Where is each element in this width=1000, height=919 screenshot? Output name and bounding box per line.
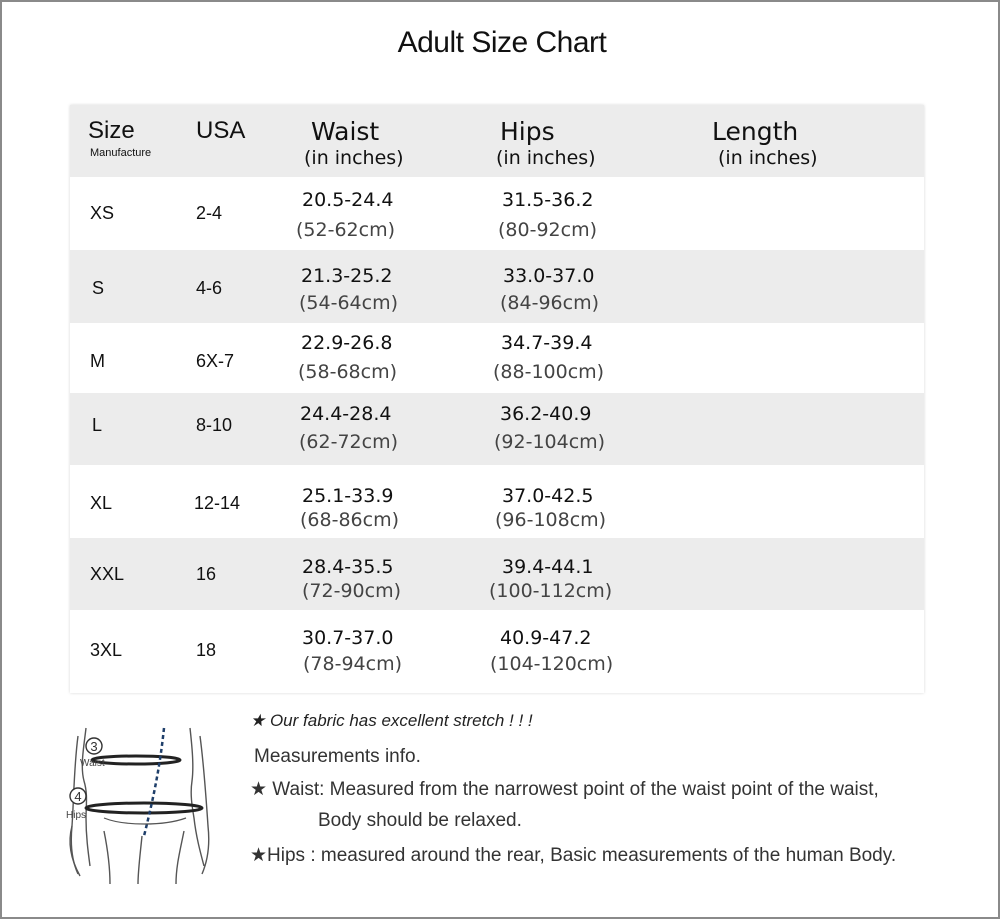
note-measurements-info: Measurements info. — [254, 746, 421, 767]
header-length: Length — [712, 117, 799, 146]
row-hips-cm: (104-120cm) — [490, 653, 614, 675]
table-row — [70, 323, 924, 393]
header-hips-unit: (in inches) — [496, 147, 596, 169]
table-header — [70, 105, 924, 177]
row-waist-cm: (68-86cm) — [300, 509, 399, 531]
row-hips-in: 34.7-39.4 — [501, 332, 593, 354]
row-hips-in: 33.0-37.0 — [503, 265, 595, 287]
note-hips: ★Hips : measured around the rear, Basic measurements of the human Body. — [250, 845, 897, 866]
row-waist-cm: (58-68cm) — [298, 361, 397, 383]
row-waist-in: 28.4-35.5 — [302, 556, 394, 578]
row-size: M — [90, 351, 105, 371]
hips-number: 4 — [74, 789, 82, 804]
measurement-body-illustration — [64, 726, 224, 886]
row-hips-in: 36.2-40.9 — [500, 403, 592, 425]
header-length-unit: (in inches) — [718, 147, 818, 169]
row-hips-cm: (84-96cm) — [500, 292, 599, 314]
row-size: XXL — [90, 564, 125, 584]
row-size: XL — [90, 493, 113, 513]
row-usa: 4-6 — [196, 278, 223, 298]
row-usa: 8-10 — [196, 415, 233, 435]
row-size: L — [92, 415, 103, 435]
header-size: Size — [88, 117, 135, 144]
row-hips-cm: (92-104cm) — [494, 431, 606, 453]
table-row — [70, 177, 924, 250]
row-waist-in: 21.3-25.2 — [301, 265, 393, 287]
row-hips-cm: (80-92cm) — [498, 219, 597, 241]
row-hips-cm: (100-112cm) — [489, 580, 613, 602]
header-usa: USA — [196, 117, 246, 144]
row-waist-in: 30.7-37.0 — [302, 627, 394, 649]
table-row — [70, 610, 924, 689]
table-row — [70, 465, 924, 538]
row-size: 3XL — [90, 640, 123, 660]
row-usa: 16 — [196, 564, 217, 584]
table-row — [70, 393, 924, 465]
row-hips-in: 37.0-42.5 — [502, 485, 594, 507]
row-usa: 6X-7 — [196, 351, 235, 371]
row-hips-in: 40.9-47.2 — [500, 627, 592, 649]
header-manufacture: Manufacture — [90, 147, 152, 159]
row-hips-in: 39.4-44.1 — [502, 556, 594, 578]
row-usa: 12-14 — [194, 493, 241, 513]
row-waist-cm: (72-90cm) — [302, 580, 401, 602]
row-hips-cm: (96-108cm) — [495, 509, 607, 531]
row-waist-cm: (52-62cm) — [296, 219, 395, 241]
row-size: XS — [90, 203, 115, 223]
row-usa: 2-4 — [196, 203, 223, 223]
note-waist-line1: ★ Waist: Measured from the narrowest point of the waist point of the waist, — [250, 779, 879, 800]
header-waist: Waist — [311, 117, 380, 146]
page-title: Adult Size Chart — [397, 26, 607, 59]
row-waist-cm: (62-72cm) — [299, 431, 398, 453]
note-stretch: ★ Our fabric has excellent stretch ! ! ! — [250, 711, 533, 730]
header-waist-unit: (in inches) — [304, 147, 404, 169]
row-hips-in: 31.5-36.2 — [502, 189, 594, 211]
waist-number: 3 — [90, 739, 98, 754]
row-waist-cm: (78-94cm) — [303, 653, 402, 675]
row-waist-in: 20.5-24.4 — [302, 189, 394, 211]
table-row — [70, 538, 924, 610]
hips-label: Hips — [66, 810, 87, 821]
row-size: S — [92, 278, 105, 298]
table-row — [70, 250, 924, 323]
note-waist-line2: Body should be relaxed. — [318, 810, 522, 831]
waist-label: Waist — [80, 758, 105, 769]
size-table — [70, 105, 924, 693]
row-waist-in: 24.4-28.4 — [300, 403, 392, 425]
row-waist-cm: (54-64cm) — [299, 292, 398, 314]
row-waist-in: 22.9-26.8 — [301, 332, 393, 354]
header-hips: Hips — [500, 117, 555, 146]
row-hips-cm: (88-100cm) — [493, 361, 605, 383]
row-waist-in: 25.1-33.9 — [302, 485, 394, 507]
row-usa: 18 — [196, 640, 217, 660]
